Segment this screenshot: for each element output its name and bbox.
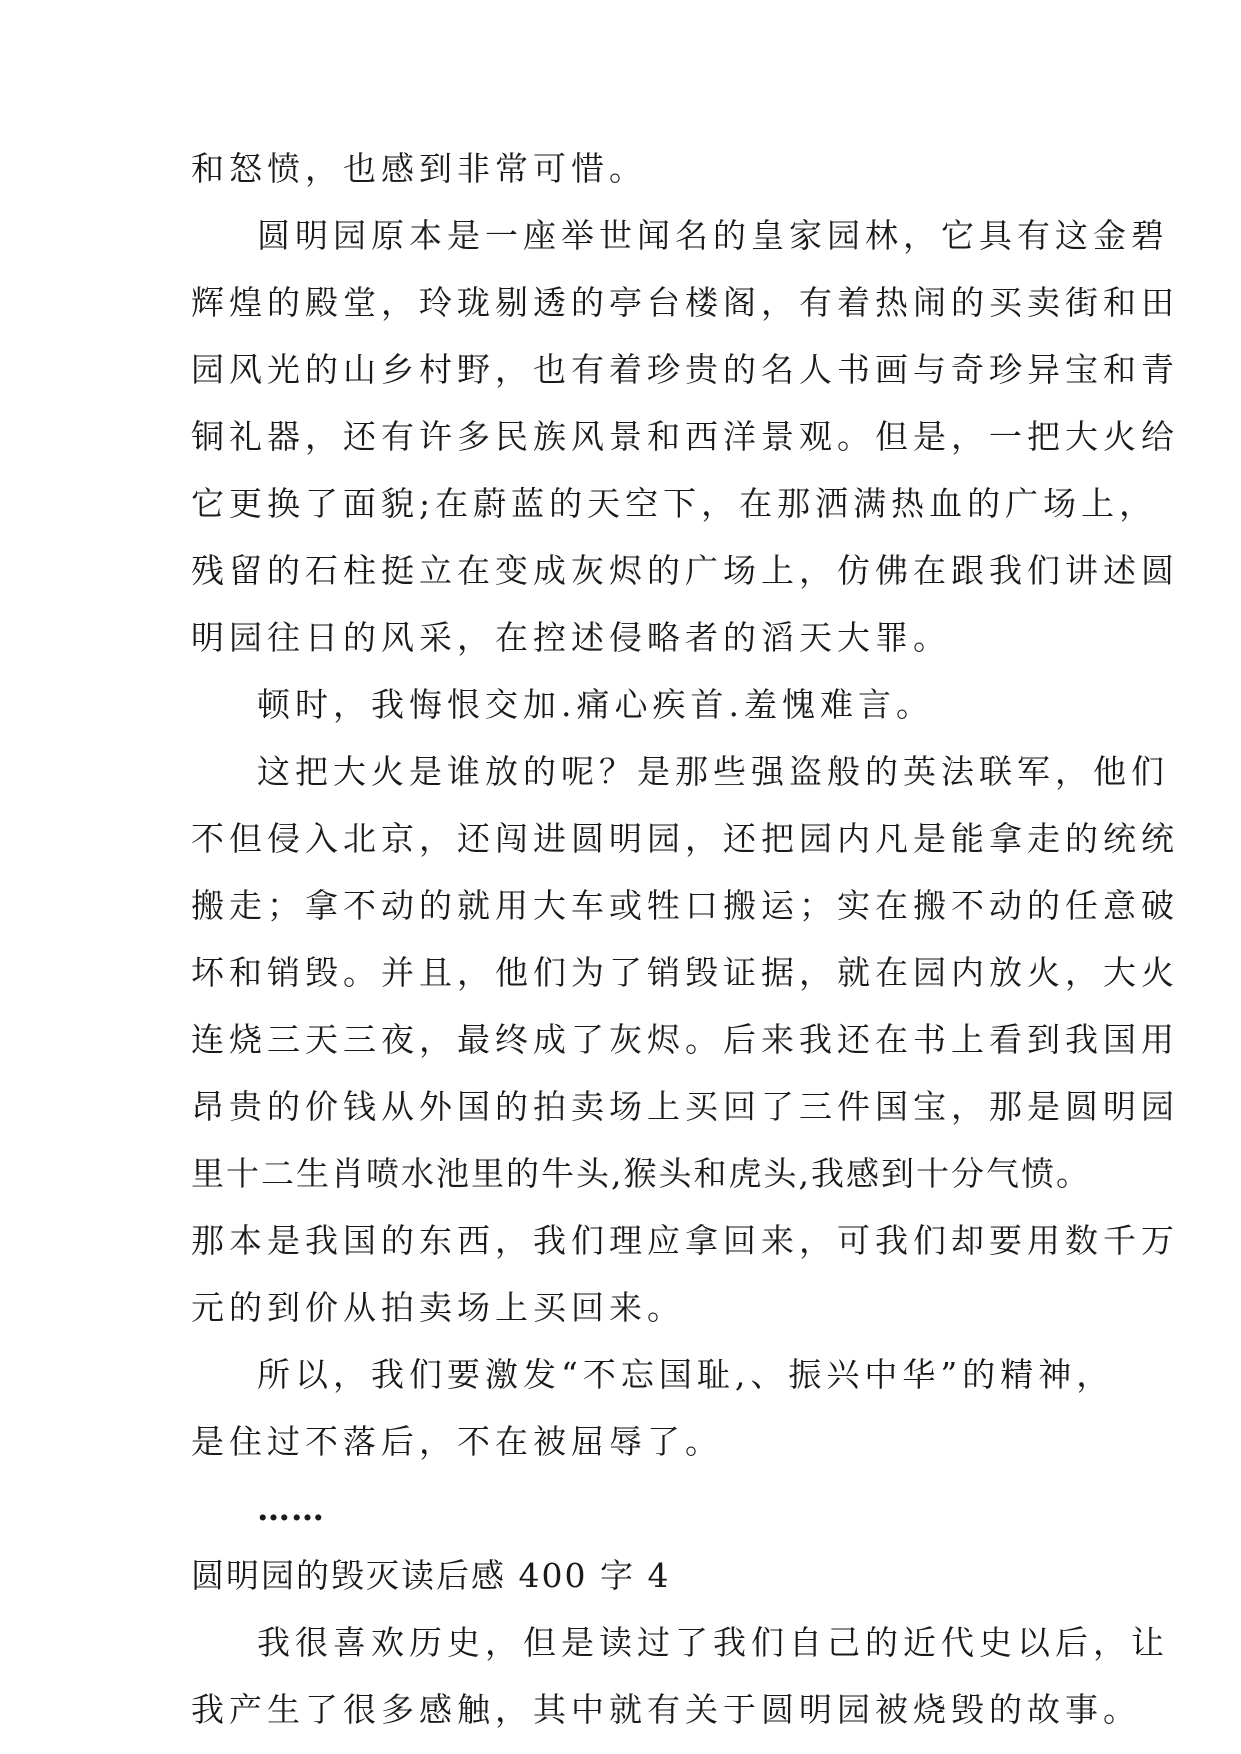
text-line: 辉煌的殿堂，玲珑剔透的亭台楼阁，有着热闹的买卖街和田	[191, 283, 1179, 322]
text-line: 明园往日的风采，在控述侵略者的滔天大罪。	[191, 618, 951, 657]
text-line: 我产生了很多感触，其中就有关于圆明园被烧毁的故事。	[191, 1690, 1141, 1729]
text-line: 是住过不落后，不在被屈辱了。	[191, 1422, 723, 1461]
text-line: 搬走；拿不动的就用大车或牲口搬运；实在搬不动的任意破	[191, 886, 1179, 925]
ellipsis: ……	[257, 1489, 325, 1528]
text-line: 连烧三天三夜，最终成了灰烬。后来我还在书上看到我国用	[191, 1020, 1179, 1059]
paragraph-first-line: 所以，我们要激发“不忘国耻,、振兴中华”的精神，	[257, 1355, 1115, 1394]
text-line: 园风光的山乡村野，也有着珍贵的名人书画与奇珍异宝和青	[191, 350, 1179, 389]
paragraph-first-line: 顿时，我悔恨交加.痛心疾首.羞愧难言。	[257, 685, 934, 724]
paragraph-first-line: 圆明园原本是一座举世闻名的皇家园林，它具有这金碧	[257, 216, 1169, 255]
text-line: 那本是我国的东西，我们理应拿回来，可我们却要用数千万	[191, 1221, 1179, 1260]
text-line: 里十二生肖喷水池里的牛头,猴头和虎头,我感到十分气愤。	[191, 1154, 1091, 1193]
text-line: 元的到价从拍卖场上买回来。	[191, 1288, 685, 1327]
text-line: 铜礼器，还有许多民族风景和西洋景观。但是，一把大火给	[191, 417, 1179, 456]
text-line: 坏和销毁。并且，他们为了销毁证据，就在园内放火，大火	[191, 953, 1179, 992]
paragraph-first-line: 这把大火是谁放的呢？是那些强盗般的英法联军，他们	[257, 752, 1169, 791]
text-line: 残留的石柱挺立在变成灰烬的广场上，仿佛在跟我们讲述圆	[191, 551, 1179, 590]
text-line: 昂贵的价钱从外国的拍卖场上买回了三件国宝，那是圆明园	[191, 1087, 1179, 1126]
section-heading: 圆明园的毁灭读后感 400 字 4	[191, 1556, 671, 1595]
text-line: 它更换了面貌;在蔚蓝的天空下，在那洒满热血的广场上，	[191, 484, 1158, 523]
text-line: 和怒愤，也感到非常可惜。	[191, 149, 647, 188]
paragraph-first-line: 我很喜欢历史，但是读过了我们自己的近代史以后，让	[257, 1623, 1169, 1662]
text-line: 不但侵入北京，还闯进圆明园，还把园内凡是能拿走的统统	[191, 819, 1179, 858]
